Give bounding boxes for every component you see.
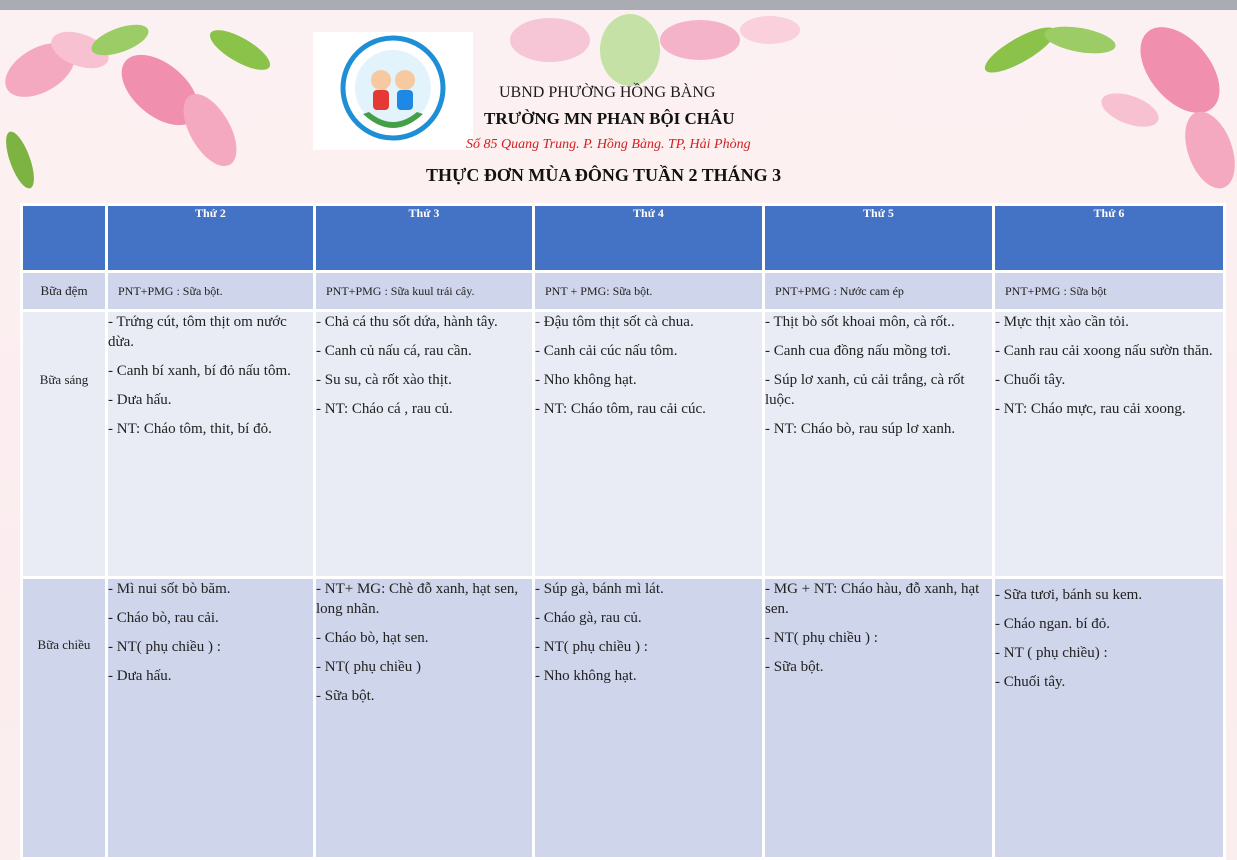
dish-item: - Cháo bò, rau cải.	[108, 610, 219, 626]
dish-item: - Mì nui sốt bò băm.	[108, 581, 231, 597]
weekly-menu-table	[20, 203, 1226, 860]
day-header: Thứ 6	[995, 206, 1223, 270]
meal-cell	[108, 312, 313, 576]
dish-item: - NT: Cháo tôm, rau cải cúc.	[535, 401, 706, 417]
dish-item: - NT: Cháo bò, rau súp lơ xanh.	[765, 421, 956, 437]
table-header-row	[23, 206, 1223, 270]
dish-item: - Dưa hấu.	[108, 392, 172, 408]
meal-cell	[535, 312, 762, 576]
meal-cell: PNT + PMG: Sữa bột.	[535, 273, 762, 309]
meal-cell	[765, 312, 992, 576]
header-corner-cell	[23, 206, 105, 270]
meal-row-afternoon	[23, 579, 1223, 857]
meal-cell: PNT+PMG : Sữa kuul trái cây.	[316, 273, 532, 309]
dish-item: - NT: Cháo tôm, thit, bí đỏ.	[108, 421, 272, 437]
dish-item: - Cháo bò, hạt sen.	[316, 630, 429, 646]
top-bar	[0, 0, 1237, 10]
meal-label: Bữa đệm	[23, 273, 105, 309]
day-header: Thứ 2	[108, 206, 313, 270]
dish-item: - Canh rau cải xoong nấu sườn thăn.	[995, 343, 1213, 359]
day-header: Thứ 3	[316, 206, 532, 270]
dish-item: - Thịt bò sốt khoai môn, cà rốt..	[765, 314, 955, 330]
meal-cell	[535, 579, 762, 857]
dish-item: - Sữa bột.	[316, 688, 375, 704]
meal-row-breakfast	[23, 312, 1223, 576]
dish-item: - Chuối tây.	[995, 372, 1066, 388]
school-logo	[313, 32, 473, 150]
menu-title: THỰC ĐƠN MÙA ĐÔNG TUẦN 2 THÁNG 3	[426, 165, 782, 185]
day-header: Thứ 4	[535, 206, 762, 270]
dish-item: - Su su, cà rốt xào thịt.	[316, 372, 452, 388]
dish-item: - NT( phụ chiều ) :	[108, 639, 221, 655]
dish-item: - Nho không hạt.	[535, 668, 637, 684]
dish-item: - Cháo gà, rau củ.	[535, 610, 642, 626]
dish-item: - Canh cải cúc nấu tôm.	[535, 343, 678, 359]
dish-item: - NT: Cháo cá , rau củ.	[316, 401, 453, 417]
dish-item: - Canh củ nấu cá, rau cần.	[316, 343, 472, 359]
meal-cell	[108, 579, 313, 857]
meal-cell	[316, 312, 532, 576]
dish-item: - Súp lơ xanh, củ cải trắng, cà rốt luộc.	[765, 372, 965, 408]
meal-row-snack	[23, 273, 1223, 309]
dish-item: - Đậu tôm thịt sốt cà chua.	[535, 314, 694, 330]
meal-cell: PNT+PMG : Sữa bột	[995, 273, 1223, 309]
meal-cell	[765, 579, 992, 857]
meal-cell	[995, 312, 1223, 576]
dish-item: - Chả cá thu sốt dứa, hành tây.	[316, 314, 498, 330]
dish-item: - Súp gà, bánh mì lát.	[535, 581, 664, 597]
meal-label: Bữa sáng	[23, 312, 105, 576]
day-header: Thứ 5	[765, 206, 992, 270]
dish-item: - NT ( phụ chiều) :	[995, 645, 1108, 661]
dish-item: - NT+ MG: Chè đỗ xanh, hạt sen, long nhãn.	[316, 581, 519, 617]
dish-item: - Dưa hấu.	[108, 668, 172, 684]
dish-item: - MG + NT: Cháo hàu, đỗ xanh, hạt sen.	[765, 581, 980, 617]
dish-item: - Canh cua đồng nấu mồng tơi.	[765, 343, 951, 359]
dish-item: - NT( phụ chiều ) :	[765, 630, 878, 646]
dish-item: - NT( phụ chiều ) :	[535, 639, 648, 655]
school-address: Số 85 Quang Trung. P. Hồng Bàng. TP, Hải Phòng	[466, 137, 751, 152]
dish-item: - Cháo ngan. bí đỏ.	[995, 616, 1110, 632]
flower-decoration-top-right	[950, 10, 1237, 210]
dish-item: - Nho không hạt.	[535, 372, 637, 388]
flower-decoration-top-left	[0, 10, 300, 210]
dish-item: - NT: Cháo mực, rau cải xoong.	[995, 401, 1186, 417]
dish-item: - NT( phụ chiều )	[316, 659, 421, 675]
school-name: TRƯỜNG MN PHAN BỘI CHÂU	[484, 109, 735, 128]
meal-cell	[316, 579, 532, 857]
dish-item: - Mực thịt xào cần tỏi.	[995, 314, 1129, 330]
meal-cell	[995, 579, 1223, 857]
dish-item: - Chuối tây.	[995, 674, 1066, 690]
meal-cell: PNT+PMG : Sữa bột.	[108, 273, 313, 309]
meal-cell: PNT+PMG : Nước cam ép	[765, 273, 992, 309]
dish-item: - Canh bí xanh, bí đỏ nấu tôm.	[108, 363, 291, 379]
dish-item: - Sữa bột.	[765, 659, 824, 675]
meal-label: Bữa chiều	[23, 579, 105, 857]
district-name: UBND PHƯỜNG HỒNG BÀNG	[499, 84, 716, 101]
dish-item: - Sữa tươi, bánh su kem.	[995, 587, 1143, 603]
dish-item: - Trứng cút, tôm thịt om nước dừa.	[108, 314, 287, 350]
